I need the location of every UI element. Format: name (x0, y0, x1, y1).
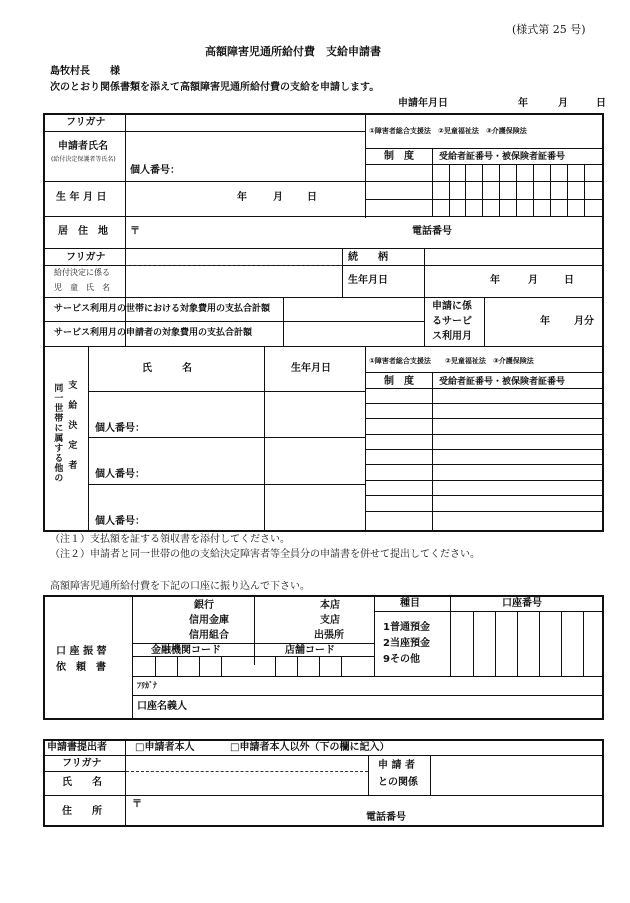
submitter-furigana-label: フリガナ (62, 758, 102, 769)
bank-sonota: 9その他 (383, 654, 420, 665)
others-law-options: ①障害者総合支援法 ②児童福祉法 ③介護保険法 (369, 357, 534, 365)
child-name-label-2: 児 童 氏 名 (54, 283, 110, 292)
note-1: （注１）支払額を証する領収書を添付してください。 (50, 534, 290, 545)
bank-tenpo-code-label: 店舗コード (285, 645, 335, 656)
child-birth-month: 月 (528, 275, 538, 286)
others-side-label-2: 支給決定者 (66, 380, 77, 480)
setai-total-label: サービス利用月の世帯における対象費用の支払合計額 (54, 304, 271, 314)
app-date-label: 申請年月日 (398, 98, 448, 109)
submitter-relation-label-2: との関係 (378, 777, 418, 788)
child-relation-label: 続 柄 (348, 252, 388, 263)
bank-futsu: 1普通預金 (383, 622, 430, 633)
bank-ginko: 銀行 (194, 600, 214, 611)
applicant-shosho-label: 受給者証番号・被保険者証番号 (439, 152, 566, 162)
bank-toza: 2当座預金 (383, 638, 430, 649)
submitter-relation-label-1: 申 請 者 (378, 760, 415, 771)
bank-shucho: 出張所 (314, 630, 344, 641)
bank-form-label-2: 依 頼 書 (56, 662, 106, 673)
submitter-other-option[interactable]: □申請者本人以外（下の欄に記入） (230, 742, 390, 753)
child-birth-label: 生年月日 (348, 275, 388, 286)
applicant-law-options: ①障害者総合支援法 ②児童福祉法 ③介護保険法 (369, 127, 527, 135)
app-date-year: 年 (518, 98, 528, 109)
bank-shinkin: 信用金庫 (189, 615, 229, 626)
bank-kikan-code-label: 金融機関コード (151, 645, 221, 656)
bank-table (43, 595, 604, 720)
others-kojin-2: 個人番号： (95, 469, 145, 480)
bank-shumoku-label: 種目 (400, 598, 420, 609)
form-number: (様式第 25 号) (512, 23, 586, 36)
others-side-label-1: 同一世帯に属する他の (52, 383, 63, 483)
child-birth-day: 日 (564, 275, 574, 286)
bank-shiten: 支店 (320, 615, 340, 626)
applicant-name-label: 申請者氏名 (58, 141, 108, 152)
child-name-label-1: 給付決定に係る (54, 268, 110, 277)
intro-text: 次のとおり関係書類を添えて高額障害児通所給付費の支給を申請します。 (50, 82, 380, 93)
addressee: 島牧村長 様 (50, 66, 120, 77)
applicant-kojin-label: 個人番号： (130, 165, 180, 176)
form-title: 高額障害児通所給付費 支給申請書 (205, 45, 381, 58)
bank-koza-no-label: 口座番号 (502, 598, 542, 609)
submitter-postal-mark: 〒 (132, 799, 142, 810)
child-furigana-label: フリガナ (66, 252, 106, 263)
applicant-birth-year: 年 (237, 192, 247, 203)
submitter-name-label: 氏 名 (62, 777, 102, 788)
others-kojin-3: 個人番号： (95, 516, 145, 527)
submitter-address-label: 住 所 (62, 806, 102, 817)
service-month-label-1: 申請に係 (432, 301, 472, 312)
others-birth-header: 生年月日 (291, 363, 331, 374)
others-name-header: 氏 名 (142, 363, 192, 374)
bank-kana-label: ﾌﾘｶﾞﾅ (137, 681, 157, 690)
applicant-name-note: (給付決定保護者等氏名) (51, 156, 116, 163)
applicant-birth-month: 月 (273, 192, 283, 203)
applicant-phone-label: 電話番号 (412, 226, 452, 237)
service-month-bun: 月分 (574, 316, 594, 327)
note-2: （注２）申請者と同一世帯の他の支給決定障害者等全員分の申請書を併せて提出してください。 (50, 549, 480, 560)
bank-honten: 本店 (320, 600, 340, 611)
service-month-year: 年 (540, 316, 550, 327)
submitter-self-option[interactable]: □申請者本人 (135, 742, 195, 753)
submitter-label: 申請書提出者 (47, 742, 107, 753)
applicant-furigana-label: フリガナ (66, 117, 106, 128)
applicant-postal-mark: 〒 (130, 226, 140, 237)
applicant-address-label: 居 住 地 (58, 226, 108, 237)
shinsei-total-label: サービス利用月の申請者の対象費用の支払合計額 (54, 328, 253, 338)
applicant-birth-day: 日 (307, 192, 317, 203)
bank-meigi-label: 口座名義人 (137, 701, 187, 712)
others-kojin-1: 個人番号： (95, 423, 145, 434)
service-month-label-2: るサービ (432, 316, 472, 327)
submitter-phone-label: 電話番号 (366, 812, 406, 823)
app-date-day: 日 (596, 98, 606, 109)
transfer-intro: 高額障害児通所給付費を下記の口座に振り込んで下さい。 (50, 581, 310, 592)
applicant-seido-label: 制 度 (384, 151, 414, 162)
child-birth-year: 年 (490, 275, 500, 286)
bank-form-label-1: 口 座 振 替 (56, 646, 107, 657)
app-date-month: 月 (558, 98, 568, 109)
applicant-birth-label: 生 年 月 日 (56, 192, 107, 203)
bank-kumiai: 信用組合 (189, 630, 229, 641)
service-month-label-3: ス利用月 (432, 331, 472, 342)
others-seido-label: 制 度 (384, 376, 414, 387)
others-shosho-label: 受給者証番号・被保険者証番号 (439, 377, 566, 387)
